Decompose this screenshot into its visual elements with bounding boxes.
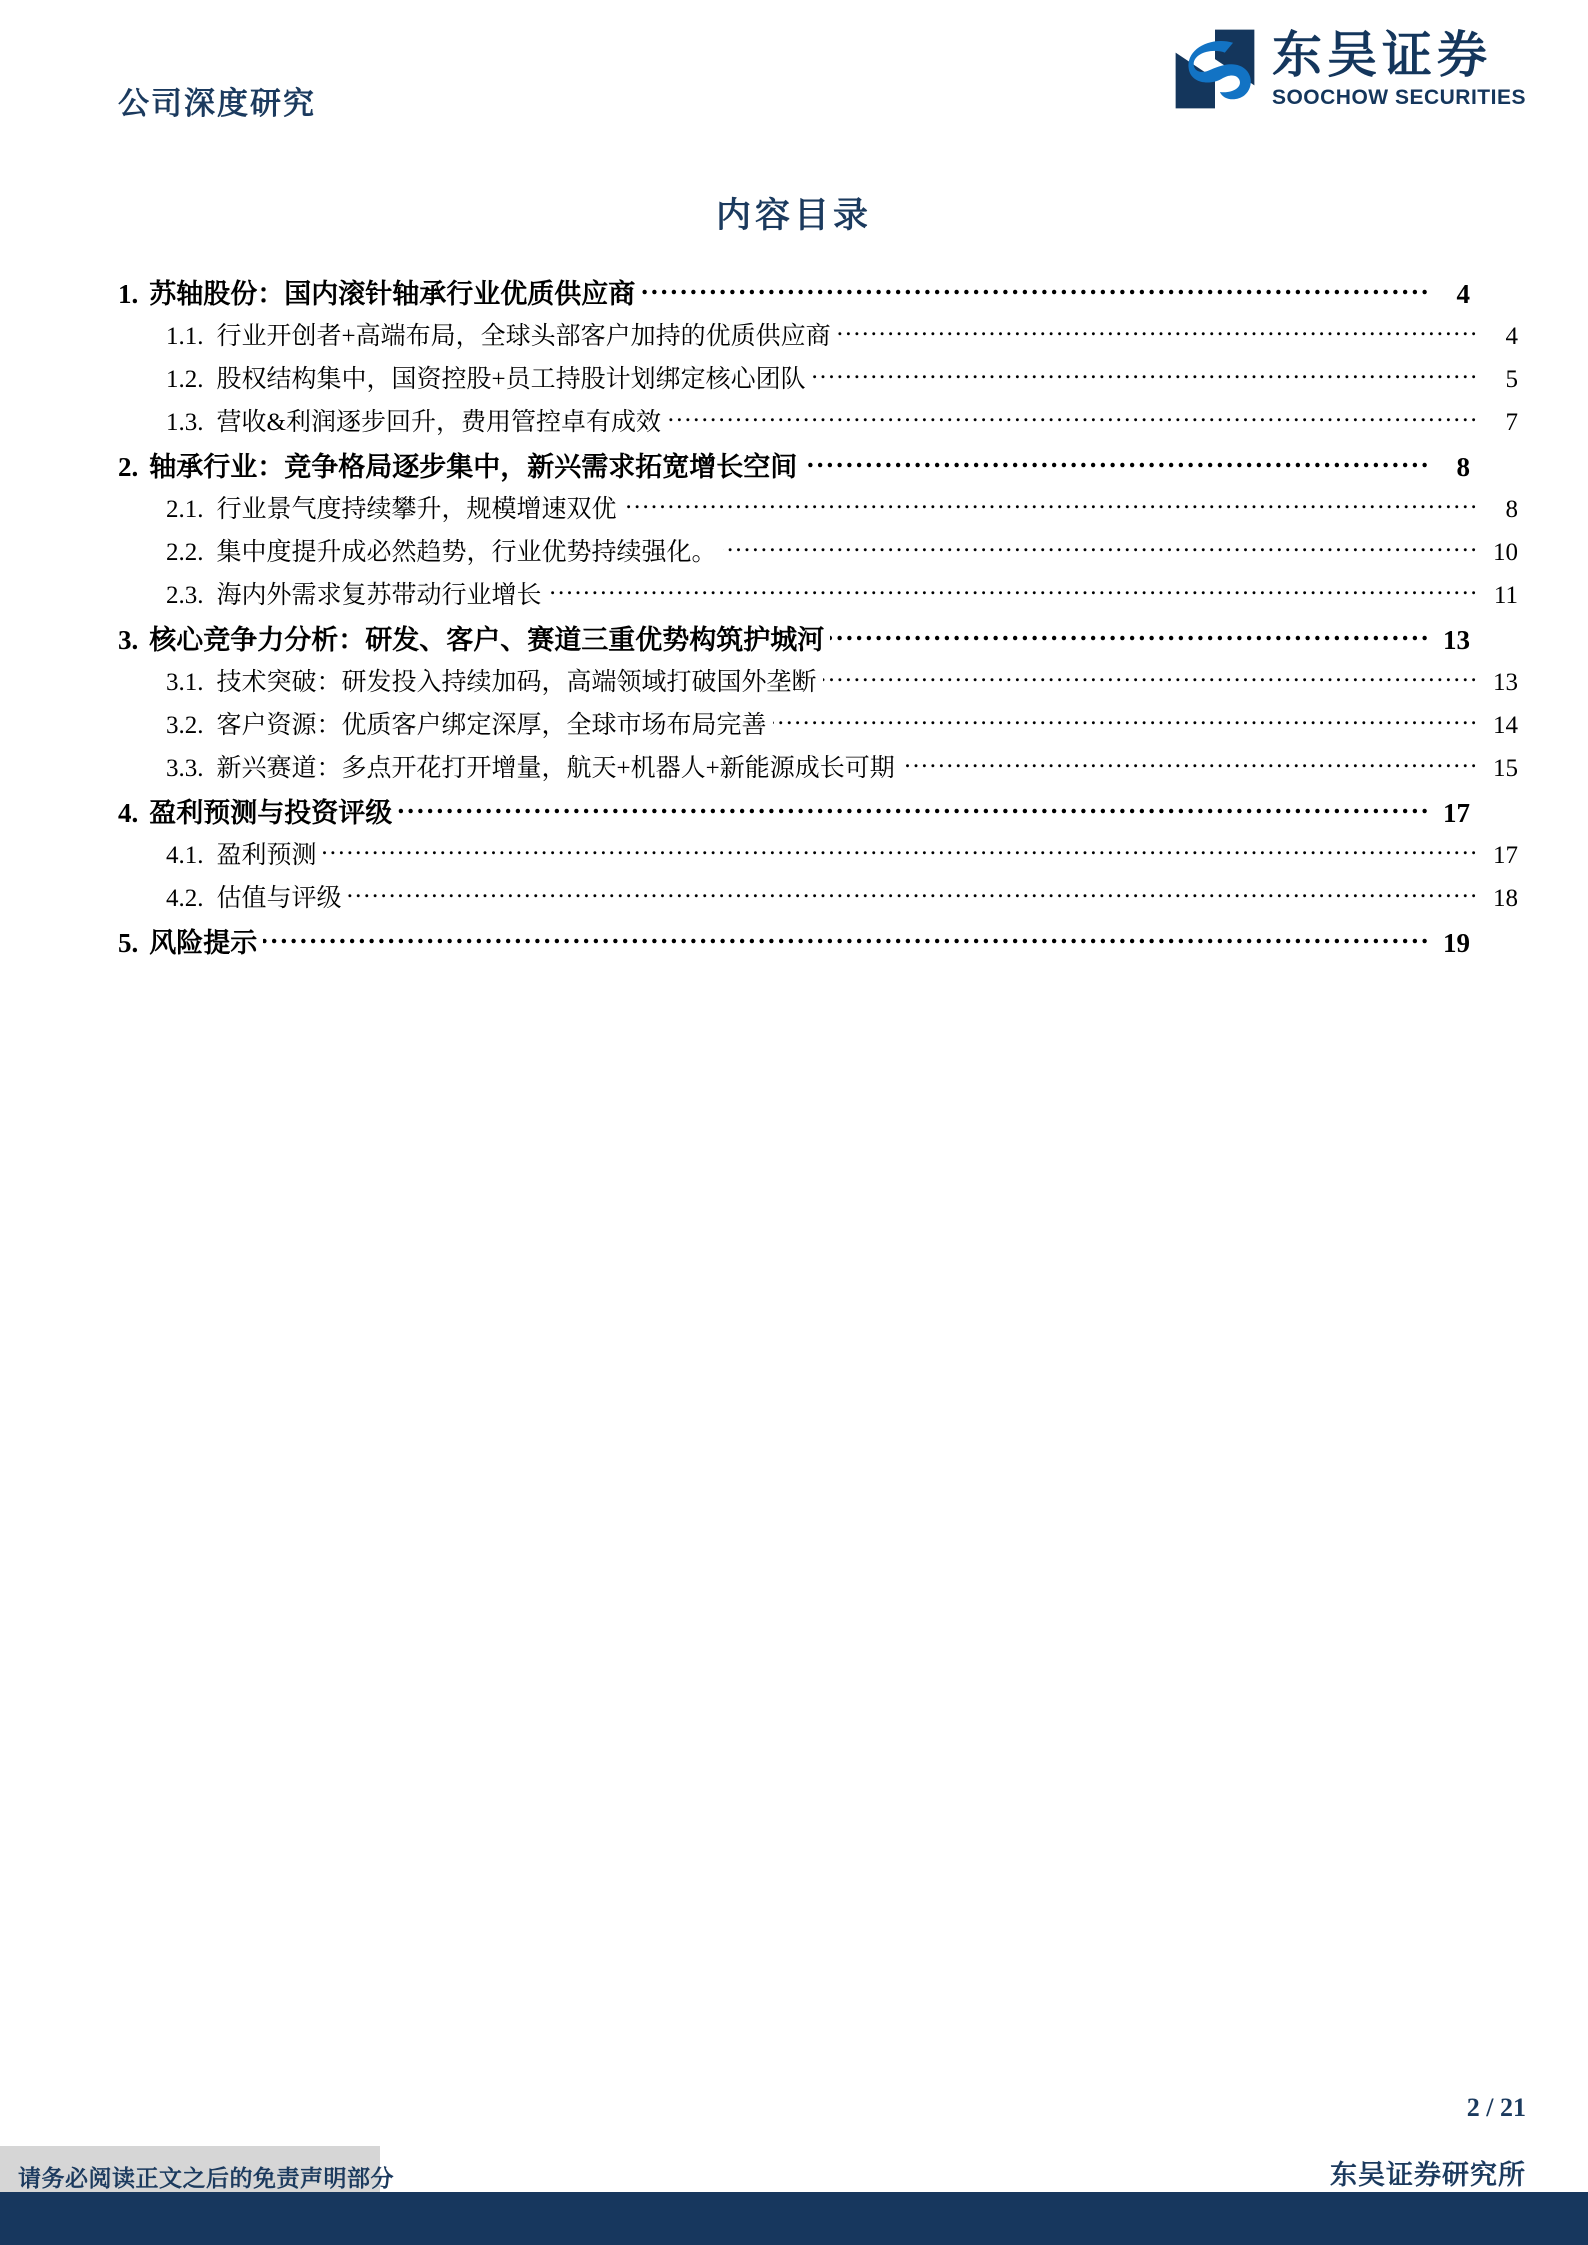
toc-dot-leader xyxy=(830,622,1431,649)
toc-entry-number: 3. xyxy=(118,625,139,655)
toc-entry-number: 1.2. xyxy=(166,366,204,393)
toc-entry-number: 4.2. xyxy=(166,885,204,912)
toc-entry-number: 5. xyxy=(118,928,139,958)
toc-entry-page-number: 8 xyxy=(1505,496,1518,523)
toc-entry-page-number: 11 xyxy=(1493,582,1518,609)
brand-logo-text xyxy=(1271,27,1526,109)
toc-entry[interactable] xyxy=(118,272,1470,316)
toc-entry-number: 2. xyxy=(118,452,139,482)
toc-entry[interactable] xyxy=(118,748,1518,791)
toc-entry[interactable] xyxy=(118,445,1470,489)
toc-entry-page-number: 19 xyxy=(1443,928,1470,958)
toc-entry-label: 苏轴股份：国内滚针轴承行业优质供应商 xyxy=(149,279,636,309)
toc-dot-leader xyxy=(812,362,1479,387)
toc-dot-leader xyxy=(803,449,1431,476)
toc-dot-leader xyxy=(548,578,1479,603)
toc-entry-page-number: 13 xyxy=(1493,669,1518,696)
page-header xyxy=(0,0,1588,140)
toc-entry[interactable] xyxy=(118,489,1518,532)
toc-entry-label: 核心竞争力分析：研发、客户、赛道三重优势构筑护城河 xyxy=(149,625,825,655)
toc-entry-page-number: 4 xyxy=(1505,323,1518,350)
soochow-s-logo-icon xyxy=(1174,28,1256,110)
toc-entry-page-number: 4 xyxy=(1456,279,1470,309)
toc-entry-page-number: 7 xyxy=(1505,409,1518,436)
toc-entry-number: 3.1. xyxy=(166,669,204,696)
toc-entry-label: 营收&利润逐步回升，费用管控卓有成效 xyxy=(216,409,661,436)
toc-entry-number: 2.3. xyxy=(166,582,204,609)
toc-entry-page-number: 5 xyxy=(1505,366,1518,393)
toc-entry[interactable] xyxy=(118,835,1518,878)
toc-entry-label: 风险提示 xyxy=(149,928,258,958)
toc-entry-label: 盈利预测与投资评级 xyxy=(149,798,393,828)
toc-entry-number: 1.1. xyxy=(166,323,204,350)
toc-dot-leader xyxy=(773,708,1479,733)
brand-name-cn: 东吴证券 xyxy=(1271,27,1492,83)
toc-dot-leader xyxy=(823,665,1479,690)
toc-entry[interactable] xyxy=(118,878,1518,921)
toc-entry-page-number: 14 xyxy=(1493,712,1518,739)
toc-dot-leader xyxy=(837,319,1479,344)
toc-title: 内容目录 xyxy=(715,196,872,235)
toc-entry-label: 海内外需求复苏带动行业增长 xyxy=(216,582,542,609)
toc-entry-label: 行业景气度持续攀升，规模增速双优 xyxy=(216,496,617,523)
toc-entry[interactable] xyxy=(118,705,1518,748)
footer-institute-name: 东吴证券研究所 xyxy=(1330,2160,1526,2190)
toc-entry-number: 3.3. xyxy=(166,755,204,782)
document-type-label: 公司深度研究 xyxy=(118,86,316,121)
toc-dot-leader xyxy=(667,405,1479,430)
toc-dot-leader xyxy=(623,492,1479,517)
footer-page-number: 2 / 21 xyxy=(1466,2093,1526,2122)
toc-entry-label: 轴承行业：竞争格局逐步集中，新兴需求拓宽增长空间 xyxy=(149,452,798,482)
toc-entry-number: 2.1. xyxy=(166,496,204,523)
footer-disclaimer-text: 请务必阅读正文之后的免责声明部分 xyxy=(18,2165,394,2191)
toc-entry-page-number: 10 xyxy=(1493,539,1518,566)
toc-entry-number: 1. xyxy=(118,279,139,309)
toc-entry-number: 2.2. xyxy=(166,539,204,566)
toc-dot-leader xyxy=(901,751,1479,776)
toc-entry-page-number: 17 xyxy=(1493,842,1518,869)
toc-entry-label: 盈利预测 xyxy=(216,842,317,869)
toc-entry[interactable] xyxy=(118,791,1470,835)
toc-entry[interactable] xyxy=(118,316,1518,359)
toc-dot-leader xyxy=(263,925,1431,952)
toc-entry-page-number: 18 xyxy=(1493,885,1518,912)
toc-entry-label: 新兴赛道：多点开花打开增量，航天+机器人+新能源成长可期 xyxy=(216,755,895,782)
toc-dot-leader xyxy=(723,535,1479,560)
toc-entry[interactable] xyxy=(118,575,1518,618)
toc-entry-page-number: 17 xyxy=(1443,798,1470,828)
toc-dot-leader xyxy=(398,795,1431,822)
toc-entry[interactable] xyxy=(118,402,1518,445)
footer-bar xyxy=(0,2192,1588,2245)
toc-entry[interactable] xyxy=(118,532,1518,575)
toc-list xyxy=(118,272,1518,965)
brand-name-en: SOOCHOW SECURITIES xyxy=(1271,86,1526,109)
toc-entry-number: 3.2. xyxy=(166,712,204,739)
toc-entry[interactable] xyxy=(118,662,1518,705)
toc-entry[interactable] xyxy=(118,618,1470,662)
toc-entry-label: 技术突破：研发投入持续加码，高端领域打破国外垄断 xyxy=(216,669,817,696)
toc-entry-page-number: 13 xyxy=(1443,625,1470,655)
toc-dot-leader xyxy=(641,276,1431,303)
toc-entry-number: 1.3. xyxy=(166,409,204,436)
toc-dot-leader xyxy=(323,838,1479,863)
brand-logo xyxy=(1174,28,1526,110)
toc-entry-label: 行业开创者+高端布局，全球头部客户加持的优质供应商 xyxy=(216,323,831,350)
toc-entry-page-number: 8 xyxy=(1456,452,1470,482)
toc-entry-label: 客户资源：优质客户绑定深厚，全球市场布局完善 xyxy=(216,712,767,739)
toc-entry-label: 估值与评级 xyxy=(216,885,342,912)
toc-entry-number: 4. xyxy=(118,798,139,828)
toc-entry-page-number: 15 xyxy=(1493,755,1518,782)
toc-entry[interactable] xyxy=(118,921,1470,965)
toc-entry-number: 4.1. xyxy=(166,842,204,869)
toc-entry-label: 股权结构集中，国资控股+员工持股计划绑定核心团队 xyxy=(216,366,806,393)
toc-dot-leader xyxy=(348,881,1479,906)
toc-entry[interactable] xyxy=(118,359,1518,402)
toc-entry-label: 集中度提升成必然趋势，行业优势持续强化。 xyxy=(216,539,717,566)
